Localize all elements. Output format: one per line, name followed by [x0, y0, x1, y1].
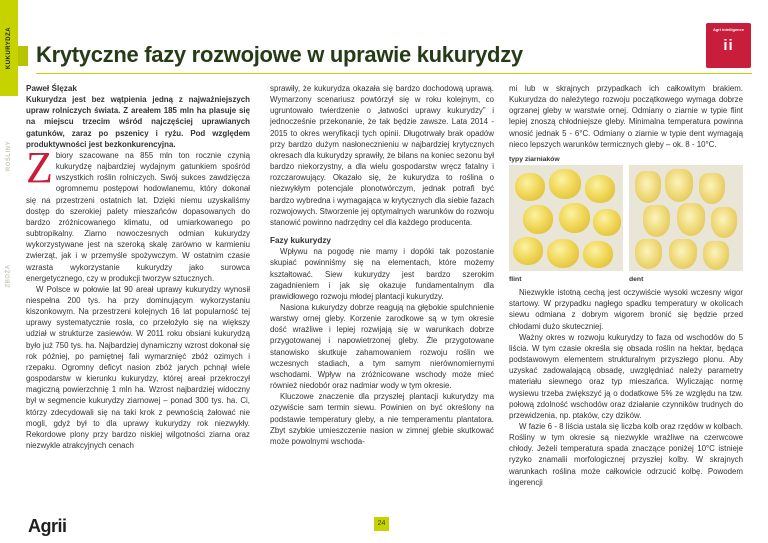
kernel — [523, 205, 553, 234]
kernel — [515, 173, 545, 201]
logo-glyph: ii — [723, 37, 734, 54]
article-lead: Kukurydza jest bez wątpienia jedną z najważniejszych upraw rolniczych świata. Z areałem 185 mln ha plasuje się na miejscu trzecim wśród najczęściej uprawianych gatunków, zaraz po pszenicy i ryżu. Pod względem produktywności jest bezkonkurencyjna. — [26, 95, 250, 149]
kernel — [593, 209, 621, 236]
kernel — [547, 239, 579, 268]
kernel — [703, 241, 729, 270]
paragraph: mi lub w skrajnych przypadkach ich całkowitym brakiem. Kukurydza do należytego rozwoju początkowego wymaga dobrze ogrzanej gleby w warstwie ornej. Odmiany o ziarnie w typie flint lepiej znoszą chłodniejsze gleby. Minimalna temperatura powinna wnosić jednak 5 - 6°C. Odmiany o ziarnie w typie dent wymagają nieco lepszych warunków termicznych gleby – ok. 8 - 10°C. — [509, 84, 743, 149]
kernel — [665, 169, 693, 202]
kernel — [643, 205, 670, 237]
paragraph: Nasiona kukurydzy dobrze reagują na głębokie spulchnienie warstwy ornej gleby. Korzenie zarodkowe są w tym okresie dość wrażliwe i lepiej rozwijają się w warunkach dobrze przygotowanej i napowietrzonej gleby. Źle przygotowane stanowisko skutkuje zahamowaniem rozwoju roślin we wczesnych stadiach, a tym samym nierównomiernymi wschodami. Wpływ na zróżnicowane wschody może mieć również niedobór oraz nadmiar wody w tym okresie. — [270, 302, 494, 391]
paragraph: Kluczowe znaczenie dla przyszłej plantacji kukurydzy ma ozywiście sam termin siewu. Powinien on być określony na podstawie temperatury gleby, a nie temperamentu plantatora. Zbyt szybkie umieszczenie nasion w zimnej glebie skutkować może powolnymi wschoda- — [270, 392, 494, 446]
kernel — [635, 239, 662, 269]
section-tab-zboza: ZBOŻA — [6, 264, 13, 288]
article-column-3 — [509, 83, 743, 488]
flint-kernels-photo — [509, 165, 623, 271]
kernel — [669, 239, 697, 269]
section-tab-rosliny: ROŚLINY — [6, 140, 13, 172]
caption-dent: dent — [629, 276, 644, 284]
paragraph: W fazie 6 - 8 liścia ustala się liczba kolb oraz rzędów w kolbach. Rośliny w tym okresie są niezwykle wrażliwe na czerwcowe chłody. Jeżeli temperatura spada znaczące poniżej 10°C istnieje ryzyko znamalii morfologicznej przyszłej kolby. W skrajnych warunkach roślina może całkowicie odrzucić kolbę. Powodem ingerencji — [509, 421, 743, 487]
kernel — [585, 175, 615, 203]
paragraph: W Polsce w połowie lat 90 areał uprawy kukurydzy wynosił niespełna 200 tys. ha przy dominującym wykorzystaniu kiszonkowym. Na przestrzeni kolejnych 16 lat popularność tej uprawy systematycznie rosła, co przełożyło się na większy udział w strukturze zasiewów. W 2011 roku obsiani kukurydzą było już 750 tys. ha. Najbardziej dynamiczny wzrost dokonał się rok później, po pamiętnej fali wymarznięć zbóż ozimych i rzepaku. Ogromny deficyt nasion zbóż jarych pchnął wiele gospodarstw w kierunku kukurydzy, której areał przekroczył magiczną powierzchnię 1 mln ha. Wzrost najbardziej widoczny był w segmencie kukurydzy ziarnowej – ponad 300 tys. ha. Ci, którzy zdecydowali się na taki krok z pewnością żałować nie mogli, gdyż był to dla uprawy kukurydzy rok niezwykły. Rekordowe plony przy bardzo niskiej wilgotności ziarna oraz niezwykle atrakcyjnych cenach — [26, 284, 250, 450]
page-number: 24 — [374, 517, 389, 531]
paragraph: Ważny okres w rozwoju kukurydzy to faza od wschodów do 5 liścia. W tym czasie określa się obsada roślin na hektar, będąca podstawowym elementem strukturalnym przyszłego plonu. Aby uzyskać zadowalającą obsadę, uwzględniać należy parametry materiału siewnego oraz typ mieszańca. Wyliczając normę wysiewu trzeba zwiększyć ją o dodatkowe 5% ze względu na tzw. połową zdolność wschodów oraz działanie czynników trudnych do przewidzenia, np. ptaków, czy dzików. — [509, 332, 743, 420]
kernel — [513, 237, 543, 265]
dropcap: Z — [26, 142, 53, 192]
kernel — [559, 203, 590, 233]
kernel — [583, 241, 613, 268]
grain-captions — [509, 271, 743, 283]
kernel — [635, 171, 661, 203]
kernel — [699, 173, 725, 204]
kernel — [711, 207, 737, 238]
article-column-1 — [26, 83, 250, 451]
section-tab-kukurydza: KUKURYDZA — [0, 0, 18, 96]
caption-flint: flint — [509, 276, 522, 284]
grain-figure-label: typy ziarniaków — [509, 155, 560, 163]
section-heading: Fazy kukurydzy — [270, 236, 331, 246]
agri-intelligence-logo — [706, 23, 751, 68]
paragraph: Niezwykle istotną cechą jest oczywiście wysoki wczesny wigor startowy. W przypadku nagłego spadku temperatury w okolicach siewu odmiana z dobrym wigorem bronić się będzie przed chłodami dużo skuteczniej. — [509, 288, 743, 331]
first-paragraph — [26, 142, 250, 284]
paragraph: Wpływu na pogodę nie mamy i dopóki tak pozostanie skupiać powinniśmy się na elementach, które możemy kształtować. Siew kukurydzy jest bardzo szerokim zagadnieniem i jak się okazuje fundamentalnym dla prawidłowego rozwoju młodej plantacji kukurydzy. — [270, 247, 494, 301]
title-accent-bar — [18, 46, 28, 66]
article-column-2 — [270, 83, 494, 447]
header-divider — [36, 73, 752, 74]
agrii-footer-logo: Agrii — [28, 516, 67, 536]
dent-kernels-photo — [629, 165, 743, 271]
paragraph: sprawiły, że kukurydza okazała się bardzo dochodową uprawą. Wymarzony scenariusz powtórzył się w roku kolejnym, co ugruntowało twierdzenie o „łatwości uprawy kukurydzy” i jednocześnie przekonanie, że tak będzie zawsze. Lata 2014 - 2015 to okres weryfikacji tych opinii. Długotrwały brak opadów przy bardzo dużym nasłonecznieniu w najbardziej krytycznych okresach dla kukurydzy sprawiły, że bilans na koniec sezonu był bardzo niekorzystny, a dla wielu gospodarstw wręcz fatalny i rozczarowujący. Okazało się, że kukurydza to roślina o niezwykłym potencjale plonotwórczym, jednak potrafi być bardzo wybredna i wymagająca w krytycznych dla siebie fazach rozwojowych. Stworzenie jej optymalnych warunków do rozwoju stanowić powinno nadrzędny cel dla każdego producenta. — [270, 84, 494, 227]
paragraph-text: biory szacowane na 855 mln ton rocznie czynią kukurydzę najbardziej wydajnym gatunkiem spośród wszystkich roślin rolniczych. Swój sukces zawdzięcza ogromnemu postępowi hodowlanemu, który dokonał się na przestrzeni ostatnich lat. Dzięki niemu uzyskaliśmy dostęp do szerokiej palety mieszańców dopasowanych do bardzo zróżnicowanego klimatu, od umiarkowanego po subtropikalny. Ziarno nowoczesnych odmian kukurydzy wykorzystywane jest na szeroką skalę zarówno w karmieniu zwierząt, jak i w przemyśle spożywczym. W ostatnim czasie wzrasta wykorzystanie kukurydzy jako surowca energetycznego, czy w produkcji tworzyw sztucznych. — [26, 150, 250, 283]
kernel — [677, 203, 705, 236]
grain-figure — [509, 165, 743, 271]
article-author: Paweł Ślęzak — [26, 84, 77, 93]
kernel — [549, 169, 581, 199]
logo-caption: Agri intelligence — [712, 27, 745, 32]
page-title: Krytyczne fazy rozwojowe w uprawie kukurydzy — [36, 42, 523, 67]
section-tab-strip — [0, 0, 18, 543]
